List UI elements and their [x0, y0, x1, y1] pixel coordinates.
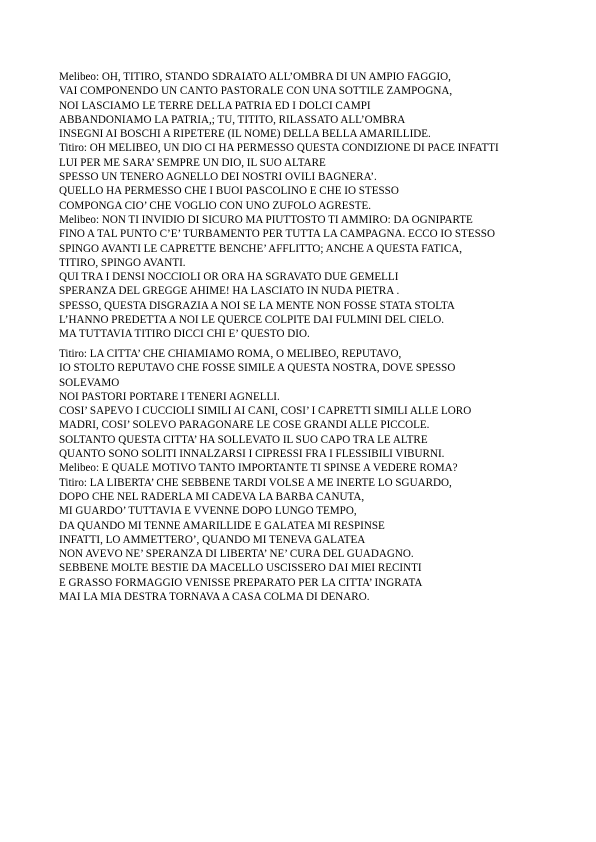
text-line: L’HANNO PREDETTA A NOI LE QUERCE COLPITE DAI FULMINI DEL CIELO.	[59, 314, 445, 327]
text-line: Melibeo: NON TI INVIDIO DI SICURO MA PIUTTOSTO TI AMMIRO: DA OGNIPARTE	[59, 213, 473, 226]
text-line: NOI LASCIAMO LE TERRE DELLA PATRIA ED I DOLCI CAMPI	[59, 99, 371, 112]
text-line: Melibeo: OH, TITIRO, STANDO SDRAIATO ALL’OMBRA DI UN AMPIO FAGGIO,	[59, 71, 451, 83]
text-line: COSI’ SAPEVO I CUCCIOLI SIMILI AI CANI, COSI’ I CAPRETTI SIMILI ALLE LORO	[59, 405, 472, 418]
text-line: QUELLO HA PERMESSO CHE I BUOI PASCOLINO E CHE IO STESSO	[59, 185, 399, 198]
text-line: DA QUANDO MI TENNE AMARILLIDE E GALATEA MI RESPINSE	[59, 519, 385, 532]
text-line: MA TUTTAVIA TITIRO DICCI CHI E’ QUESTO DIO.	[59, 328, 310, 341]
text-line: MADRI, COSI’ SOLEVO PARAGONARE LE COSE GRANDI ALLE PICCOLE.	[59, 419, 430, 432]
text-line: E GRASSO FORMAGGIO VENISSE PREPARATO PER LA CITTA’ INGRATA	[59, 576, 423, 589]
text-line: SPESSO, QUESTA DISGRAZIA A NOI SE LA MENTE NON FOSSE STATA STOLTA	[59, 299, 455, 312]
text-line: VAI COMPONENDO UN CANTO PASTORALE CON UNA SOTTILE ZAMPOGNA,	[59, 85, 453, 98]
text-line: LUI PER ME SARA’ SEMPRE UN DIO, IL SUO ALTARE	[59, 156, 326, 169]
text-line: IO STOLTO REPUTAVO CHE FOSSE SIMILE A QUESTA NOSTRA, DOVE SPESSO	[59, 362, 456, 375]
text-line: COMPONGA CIO’ CHE VOGLIO CON UNO ZUFOLO AGRESTE.	[59, 199, 372, 212]
text-line: FINO A TAL PUNTO C’E’ TURBAMENTO PER TUTTA LA CAMPAGNA. ECCO IO STESSO	[59, 228, 495, 241]
text-line: NOI PASTORI PORTARE I TENERI AGNELLI.	[59, 390, 280, 403]
text-line: NON AVEVO NE’ SPERANZA DI LIBERTA’ NE’ CURA DEL GUADAGNO.	[59, 548, 414, 561]
text-line: Titiro: OH MELIBEO, UN DIO CI HA PERMESSO QUESTA CONDIZIONE DI PACE INFATTI	[59, 142, 499, 155]
text-line: SOLEVAMO	[59, 376, 120, 389]
text-line: TITIRO, SPINGO AVANTI.	[59, 256, 186, 269]
text-line: SPINGO AVANTI LE CAPRETTE BENCHE’ AFFLITTO; ANCHE A QUESTA FATICA,	[59, 242, 463, 255]
text-line: Titiro: LA LIBERTA’ CHE SEBBENE TARDI VOLSE A ME INERTE LO SGUARDO,	[59, 476, 452, 489]
text-line: INFATTI, LO AMMETTERO’, QUANDO MI TENEVA GALATEA	[59, 533, 366, 546]
text-line: INSEGNI AI BOSCHI A RIPETERE (IL NOME) DELLA BELLA AMARILLIDE.	[59, 128, 431, 141]
text-line: MI GUARDO’ TUTTAVIA E VVENNE DOPO LUNGO TEMPO,	[59, 505, 357, 518]
text-line: SEBBENE MOLTE BESTIE DA MACELLO USCISSERO DAI MIEI RECINTI	[59, 562, 422, 575]
text-line: SPERANZA DEL GREGGE AHIME! HA LASCIATO IN NUDA PIETRA .	[59, 285, 400, 298]
text-line: MAI LA MIA DESTRA TORNAVA A CASA COLMA DI DENARO.	[59, 591, 370, 604]
text-line: QUI TRA I DENSI NOCCIOLI OR ORA HA SGRAVATO DUE GEMELLI	[59, 271, 399, 284]
text-line: ABBANDONIAMO LA PATRIA,; TU, TITITO, RILASSATO ALL’OMBRA	[59, 113, 406, 126]
text-line: DOPO CHE NEL RADERLA MI CADEVA LA BARBA CANUTA,	[59, 490, 365, 503]
paragraph-block-2	[59, 347, 579, 604]
text-line: Titiro: LA CITTA’ CHE CHIAMIAMO ROMA, O MELIBEO, REPUTAVO,	[59, 348, 402, 360]
paragraph-block-1	[59, 70, 579, 342]
text-line: Melibeo: E QUALE MOTIVO TANTO IMPORTANTE TI SPINSE A VEDERE ROMA?	[59, 462, 458, 475]
text-line: SOLTANTO QUESTA CITTA’ HA SOLLEVATO IL SUO CAPO TRA LE ALTRE	[59, 433, 428, 446]
text-line: QUANTO SONO SOLITI INNALZARSI I CIPRESSI FRA I FLESSIBILI VIBURNI.	[59, 448, 445, 461]
text-line: SPESSO UN TENERO AGNELLO DEI NOSTRI OVILI BAGNERA’.	[59, 171, 377, 184]
